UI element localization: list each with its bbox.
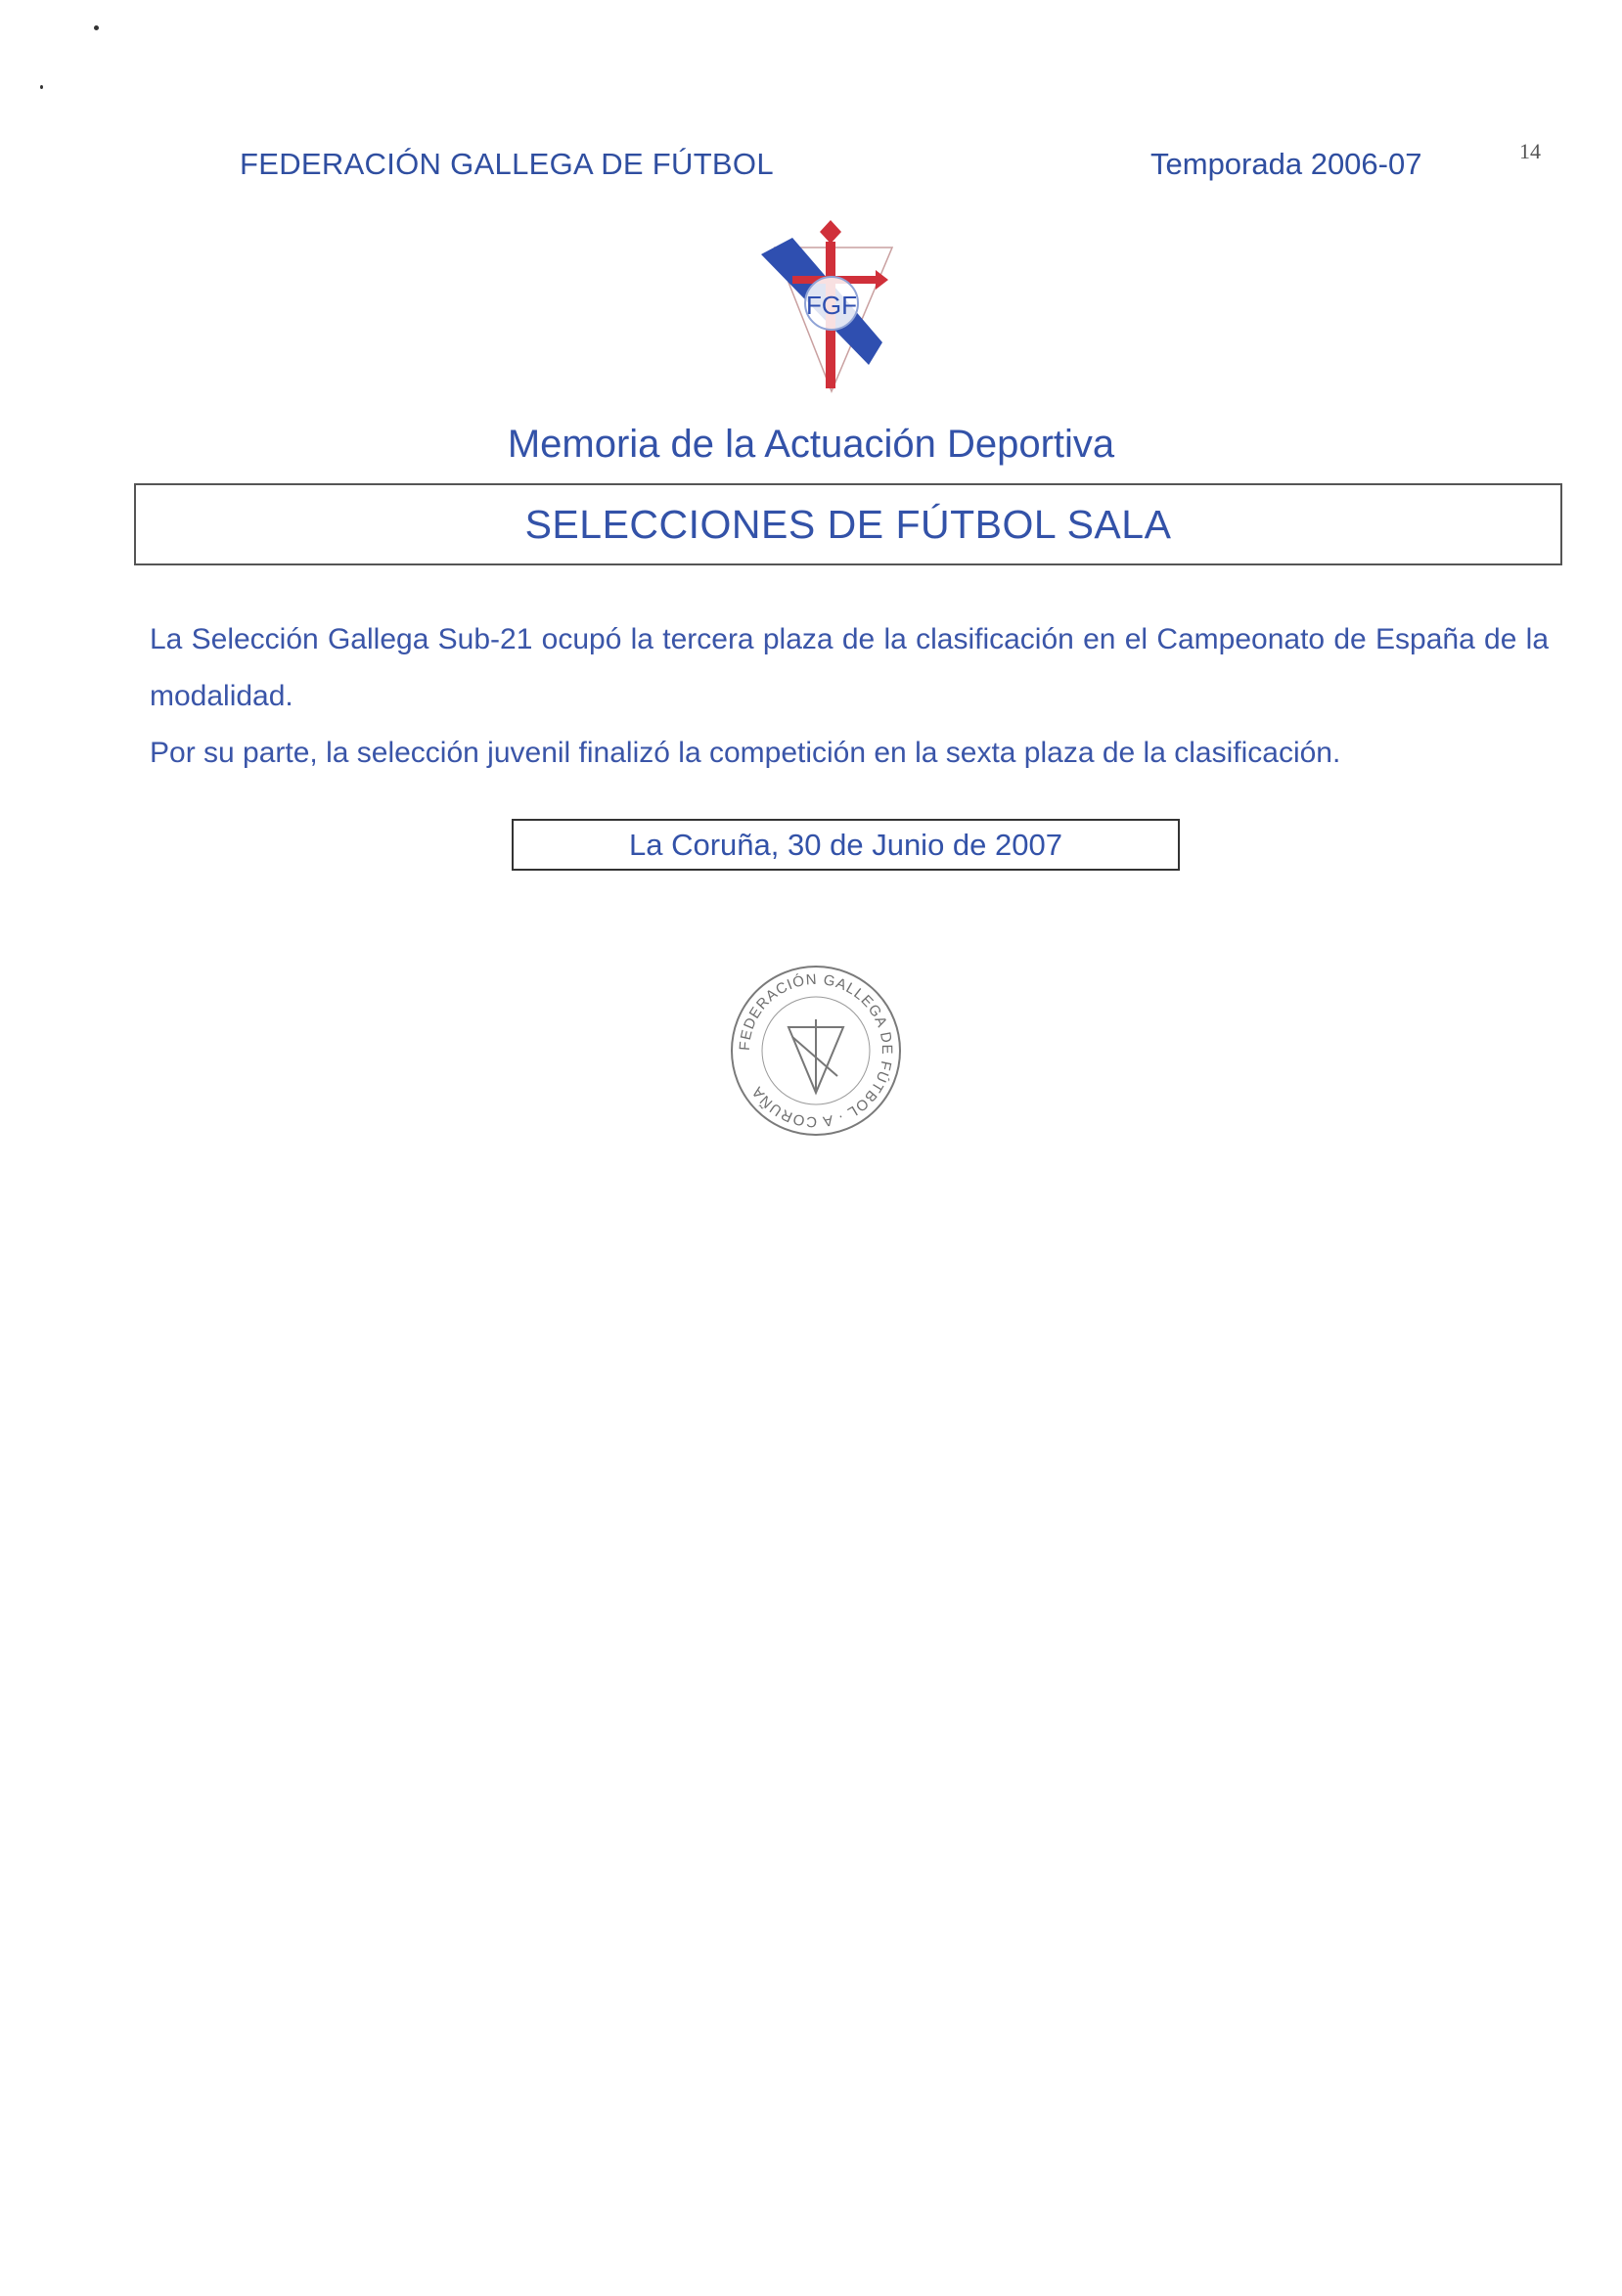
place-date-box	[512, 819, 1180, 871]
stamp-text: FEDERACIÓN GALLEGA DE FÚTBOL · A CORUÑA	[736, 970, 896, 1131]
scan-speck	[94, 25, 99, 30]
body-text	[150, 611, 1549, 782]
season-label: Temporada 2006-07	[1150, 147, 1422, 181]
document-subtitle: Memoria de la Actuación Deportiva	[507, 423, 1115, 466]
logo-initials: FGF	[806, 291, 857, 320]
section-title-box	[134, 483, 1562, 565]
fgf-shield-logo-icon	[753, 220, 910, 401]
page-number: 14	[1519, 139, 1541, 163]
section-title: SELECCIONES DE FÚTBOL SALA	[524, 502, 1172, 547]
shield-top-diamond	[820, 220, 841, 244]
paragraph-2: Por su parte, la selección juvenil finalizó la competición en la sexta plaza de la clasificación.	[150, 737, 1341, 769]
scan-speck	[40, 85, 43, 89]
organization-name: FEDERACIÓN GALLEGA DE FÚTBOL	[240, 147, 774, 181]
paragraph-1: La Selección Gallega Sub-21 ocupó la tercera plaza de la clasificación en el Campeonato de España de la modalidad.	[150, 623, 1549, 712]
place-date: La Coruña, 30 de Junio de 2007	[629, 828, 1062, 862]
federation-seal-stamp-icon	[728, 961, 904, 1137]
